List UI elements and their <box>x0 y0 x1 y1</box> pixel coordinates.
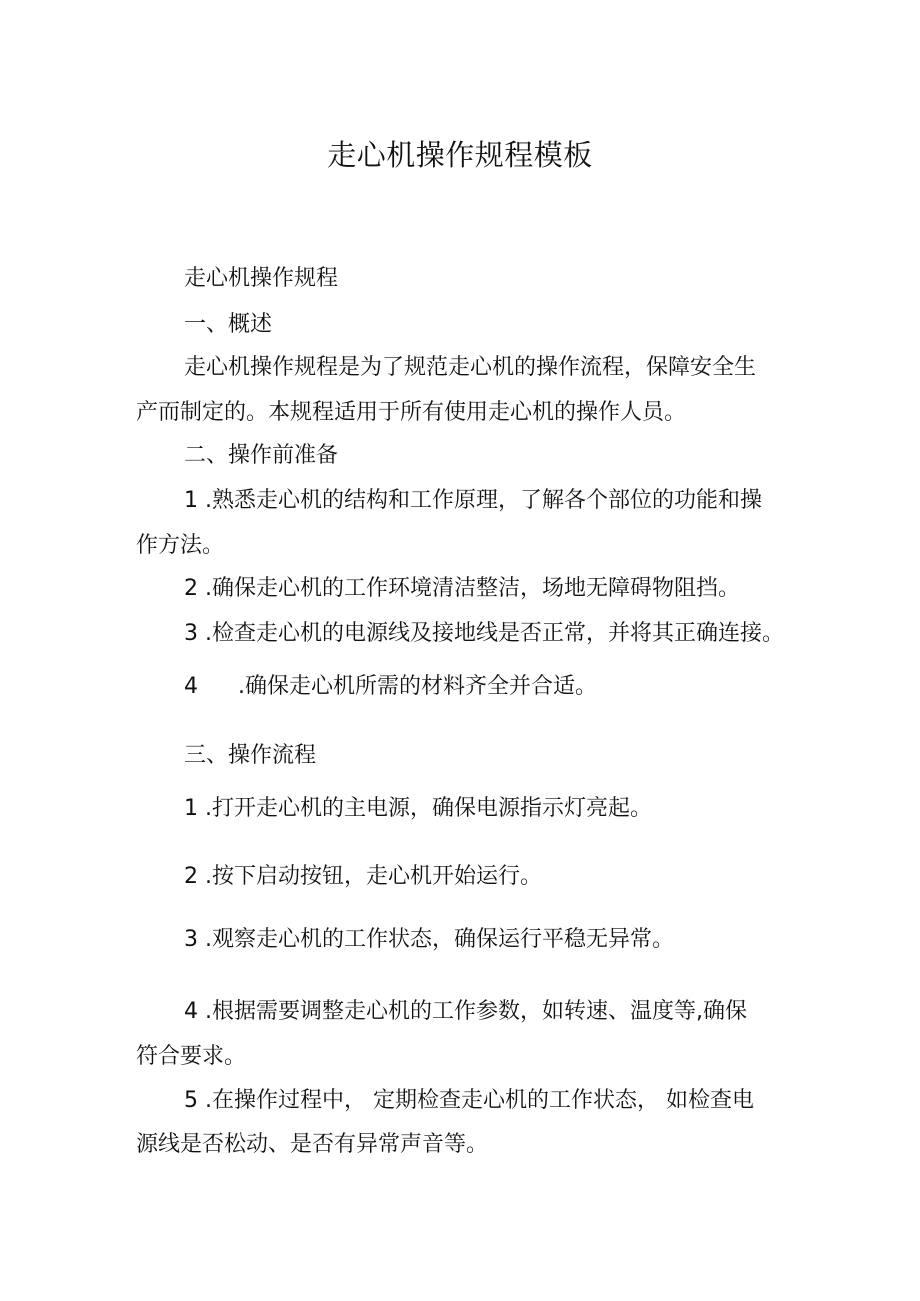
section-heading-procedure: 三、操作流程 <box>184 743 317 768</box>
procedure-item-5-line-2: 源线是否松动、是否有异常声音等。 <box>136 1132 489 1157</box>
section-heading-overview: 一、概述 <box>184 312 273 337</box>
preparation-item-1-line-2: 作方法。 <box>136 533 225 558</box>
procedure-item-1: 1 .打开走心机的主电源，确保电源指示灯亮起。 <box>184 796 652 821</box>
preparation-item-4-number: 4 <box>184 674 198 699</box>
preparation-item-3: 3 .检查走心机的电源线及接地线是否正常，并将其正确连接。 <box>184 621 784 646</box>
procedure-item-2: 2 .按下启动按钮，走心机开始运行。 <box>184 864 542 889</box>
section-heading-preparation: 二、操作前准备 <box>184 443 339 468</box>
preparation-item-4-text: .确保走心机所需的材料齐全并合适。 <box>238 674 597 699</box>
procedure-item-5-line-1: 5 .在操作过程中， 定期检查走心机的工作状态， 如检查电 <box>184 1088 754 1113</box>
preparation-item-1-line-1: 1 .熟悉走心机的结构和工作原理，了解各个部位的功能和操 <box>184 488 762 513</box>
procedure-item-3: 3 .观察走心机的工作状态，确保运行平稳无异常。 <box>184 927 674 952</box>
page-title: 走心机操作规程模板 <box>327 138 593 172</box>
overview-paragraph-line-2: 产而制定的。本规程适用于所有使用走心机的操作人员。 <box>136 400 687 425</box>
procedure-item-4-line-2: 符合要求。 <box>136 1044 247 1069</box>
preparation-item-2: 2 .确保走心机的工作环境清洁整洁，场地无障碍物阻挡。 <box>184 576 740 601</box>
preparation-item-4 <box>136 670 848 704</box>
document-subtitle: 走心机操作规程 <box>184 266 339 291</box>
procedure-item-4-line-1: 4 .根据需要调整走心机的工作参数，如转速、温度等,确保 <box>184 999 747 1024</box>
overview-paragraph-line-1: 走心机操作规程是为了规范走心机的操作流程，保障安全生 <box>184 355 757 380</box>
